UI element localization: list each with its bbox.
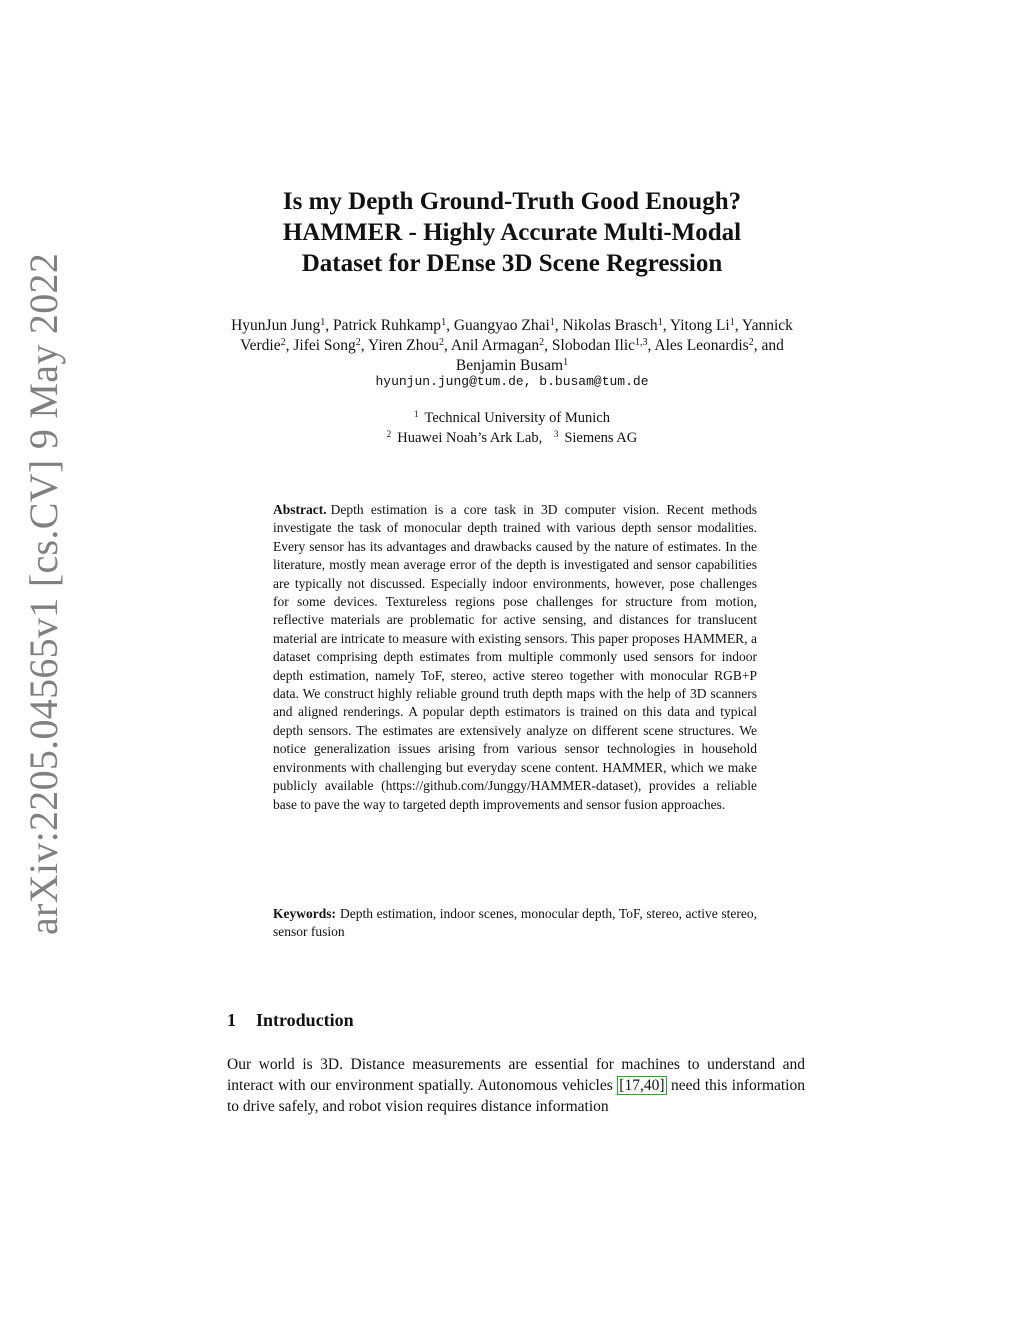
author-affiliation-mark: 2: [748, 337, 754, 348]
title-line-1: Is my Depth Ground-Truth Good Enough?: [282, 188, 742, 215]
abstract: [273, 501, 757, 814]
author-list: HyunJun Jung$^1$, Patrick Ruhkamp$^1$, Guangyao Zhai$^1$, Nikolas Brasch$^1$, Yitong Li$^1$, Yannick Verdie$^2$, Jifei Song$^2$, Yiren Zhou$^2$, Anil Armagan$^2$, Slobodan Ilic$^{1,3}$, Ales Leonardis$^2$, and Benjamin Busam$^1$: [231, 317, 793, 374]
affiliation-number: 1: [414, 409, 419, 419]
author: [368, 337, 444, 354]
author-affiliation-mark: 1: [657, 317, 663, 328]
affiliation-number: 3: [553, 429, 559, 439]
author: [456, 357, 568, 374]
author: [293, 337, 360, 354]
affiliation-name: Huawei Noah’s Ark Lab,: [397, 430, 543, 446]
author-affiliation-mark: 1,3: [635, 337, 648, 348]
affiliation-item: [554, 428, 637, 448]
title-line-2: HAMMER - Highly Accurate Multi-Modal: [282, 219, 742, 246]
intro-text-after: need this information to drive safely, and robot vision requires distance information: [227, 1077, 805, 1115]
author-affiliation-mark: 1: [441, 317, 447, 328]
affiliation-name: Technical University of Munich: [424, 410, 610, 426]
author: [654, 337, 753, 354]
author: [670, 317, 735, 334]
paper-title: [212, 186, 812, 279]
author-affiliation-mark: 2: [355, 337, 361, 348]
intro-paragraph: [227, 1054, 805, 1117]
author: [333, 317, 446, 334]
section-heading: [227, 1010, 354, 1031]
author-name: Nikolas Brasch: [562, 317, 658, 334]
author-name: Benjamin Busam: [455, 357, 564, 374]
author-emails: hyunjun.jung@tum.de, b.busam@tum.de: [375, 374, 649, 389]
title-line-3: Dataset for DEnse 3D Scene Regression: [301, 250, 723, 277]
intro-text-before: Our world is 3D. Distance measurements are essential for machines to understand and interact with our environment spatially. Autonomous vehicles: [227, 1056, 805, 1094]
author: [552, 337, 648, 354]
author-affiliation-mark: 2: [439, 337, 445, 348]
affiliation-number: 2: [386, 429, 392, 439]
author-affiliation-mark: 1: [320, 317, 326, 328]
section-number: 1: [227, 1010, 236, 1030]
author: [454, 317, 555, 334]
author-name: Yiren Zhou: [367, 337, 440, 354]
arxiv-identifier: arXiv:2205.04565v1 [cs.CV] 9 May 2022: [21, 252, 66, 935]
author-affiliation-mark: 1: [563, 357, 569, 368]
affiliation-item: [414, 408, 610, 428]
author-name: Ales Leonardis: [654, 337, 749, 354]
keywords: [273, 905, 757, 942]
author: [451, 337, 544, 354]
author-name: Patrick Ruhkamp: [333, 317, 442, 334]
author-affiliation-mark: 2: [539, 337, 545, 348]
author: [563, 317, 663, 334]
author: [231, 317, 325, 334]
abstract-label: Abstract.: [273, 502, 327, 517]
section-title: Introduction: [256, 1010, 354, 1030]
author-name: Yitong Li: [669, 317, 730, 334]
author-name: Jifei Song: [293, 337, 356, 354]
author-affiliation-mark: 2: [280, 337, 286, 348]
affiliation-line-2: [212, 428, 812, 448]
keywords-text: Depth estimation, indoor scenes, monocular depth, ToF, stereo, active stereo, sensor fusion: [273, 906, 757, 940]
citation-link[interactable]: [17,40]: [619, 1077, 665, 1094]
author-affiliation-mark: 1: [729, 317, 735, 328]
keywords-label: Keywords:: [273, 906, 336, 921]
affiliation-name: Siemens AG: [564, 430, 638, 446]
author-name: Anil Armagan: [450, 337, 540, 354]
author-name: HyunJun Jung: [231, 317, 321, 334]
affiliation-line-1: [212, 408, 812, 428]
affiliation-item: [387, 428, 542, 448]
author-name: Guangyao Zhai: [453, 317, 550, 334]
abstract-text: Depth estimation is a core task in 3D computer vision. Recent methods investigate the task of monocular depth trained with various depth sensor modalities. Every sensor has its advantages and drawbacks caused by the nature of estimates. In the literature, mostly mean average error of the depth is investigated and sensor capabilities are typically not discussed. Especially indoor environments, however, pose challenges for some devices. Textureless regions pose challenges for structure from motion, reflective materials are problematic for active sensing, and distances for translucent material are intricate to measure with existing sensors. This paper proposes HAMMER, a dataset comprising depth estimates from multiple commonly used sensors for indoor depth estimation, namely ToF, stereo, active stereo together with monocular RGB+P data. We construct highly reliable ground truth depth maps with the help of 3D scanners and aligned renderings. A popular depth estimators is trained on this data and typical depth sensors. The estimates are extensively analyze on different scene structures. We notice generalization issues arising from various sensor technologies in household environments with challenging but everyday scene content. HAMMER, which we make publicly available (https://github.com/Junggy/HAMMER-dataset), provides a reliable base to pave the way to targeted depth improvements and sensor fusion approaches.: [273, 502, 757, 812]
author-name: Yannick Verdie: [240, 317, 793, 354]
author-affiliation-mark: 1: [549, 317, 555, 328]
affiliation-list: [212, 408, 812, 448]
author-name: Slobodan Ilic: [551, 337, 636, 354]
